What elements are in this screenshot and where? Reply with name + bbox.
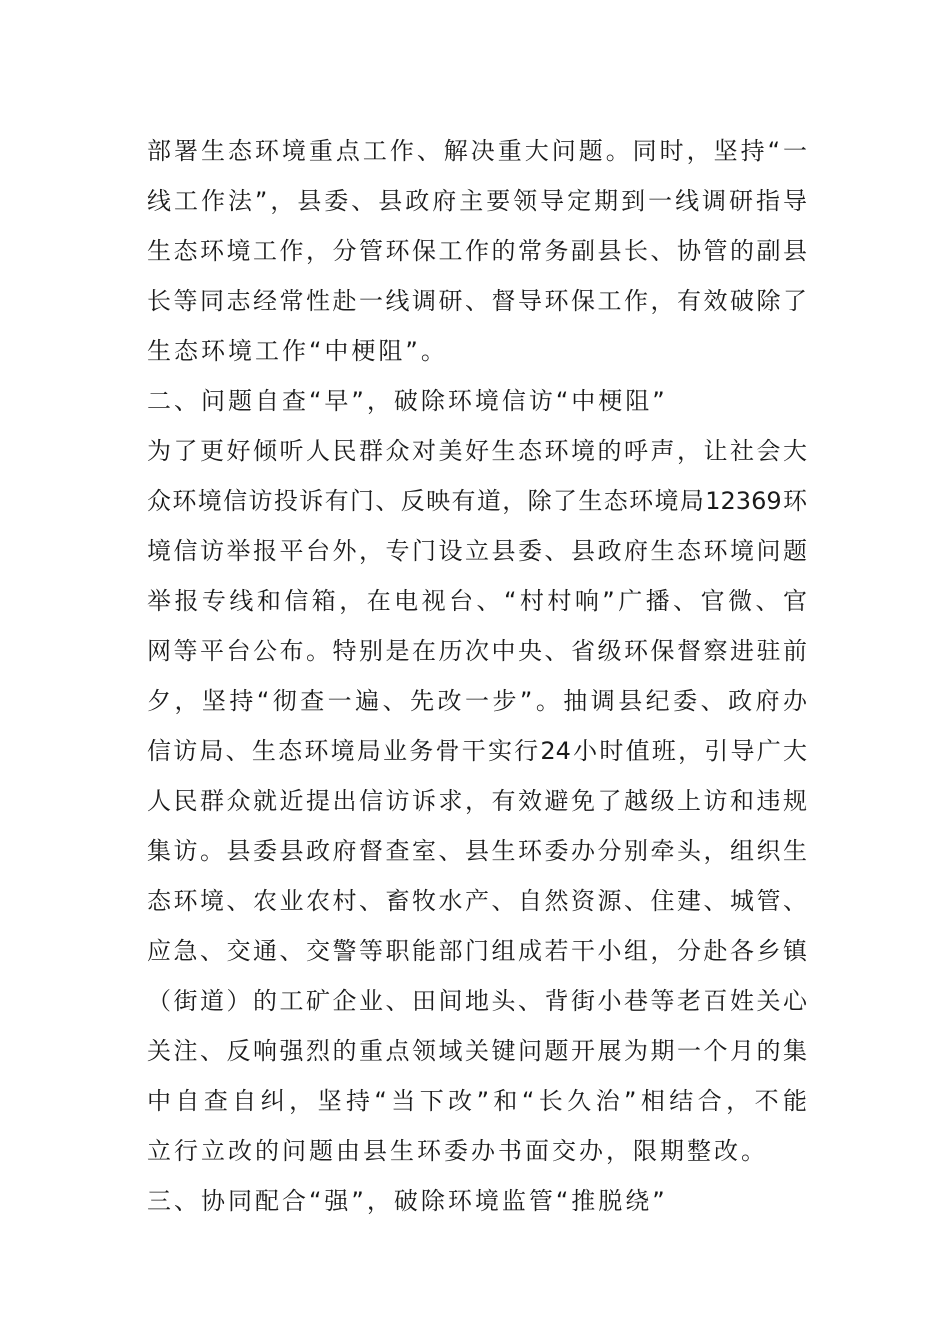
text-line: 众环境信访投诉有门、反映有道，除了生态环境局12369环: [147, 487, 807, 515]
text-line: 生态环境工作“中梗阻”。: [147, 337, 448, 365]
section-heading-2: 二、问题自查“早”，破除环境信访“中梗阻”: [147, 387, 668, 415]
text-line: 立行立改的问题由县生环委办书面交办，限期整改。: [147, 1137, 768, 1165]
text-line: 生态环境工作，分管环保工作的常务副县长、协管的副县: [147, 237, 807, 265]
text-line: 中自查自纠，坚持“当下改”和“长久治”相结合，不能: [147, 1087, 807, 1115]
section-heading-3: 三、协同配合“强”，破除环境监管“推脱绕”: [147, 1187, 668, 1215]
text-line: 为了更好倾听人民群众对美好生态环境的呼声，让社会大: [147, 437, 807, 465]
text-line: 人民群众就近提出信访诉求，有效避免了越级上访和违规: [147, 787, 807, 815]
text-line: 夕，坚持“彻查一遍、先改一步”。抽调县纪委、政府办: [147, 687, 807, 715]
text-line: 关注、反响强烈的重点领域关键问题开展为期一个月的集: [147, 1037, 807, 1065]
text-line: 举报专线和信箱，在电视台、“村村响”广播、官微、官: [147, 587, 807, 615]
text-line: 线工作法”，县委、县政府主要领导定期到一线调研指导: [147, 187, 807, 215]
text-line: 应急、交通、交警等职能部门组成若干小组，分赴各乡镇: [147, 937, 807, 965]
text-line: （街道）的工矿企业、田间地头、背街小巷等老百姓关心: [147, 987, 807, 1015]
text-line: 集访。县委县政府督查室、县生环委办分别牵头，组织生: [147, 837, 807, 865]
text-line: 长等同志经常性赴一线调研、督导环保工作，有效破除了: [147, 287, 807, 315]
text-line: 境信访举报平台外，专门设立县委、县政府生态环境问题: [147, 537, 807, 565]
body-text: [147, 126, 807, 1226]
text-line: 部署生态环境重点工作、解决重大问题。同时，坚持“一: [147, 137, 807, 165]
text-line: 态环境、农业农村、畜牧水产、自然资源、住建、城管、: [147, 887, 807, 915]
text-line: 网等平台公布。特别是在历次中央、省级环保督察进驻前: [147, 637, 807, 665]
text-line: 信访局、生态环境局业务骨干实行24小时值班，引导广大: [147, 737, 807, 765]
